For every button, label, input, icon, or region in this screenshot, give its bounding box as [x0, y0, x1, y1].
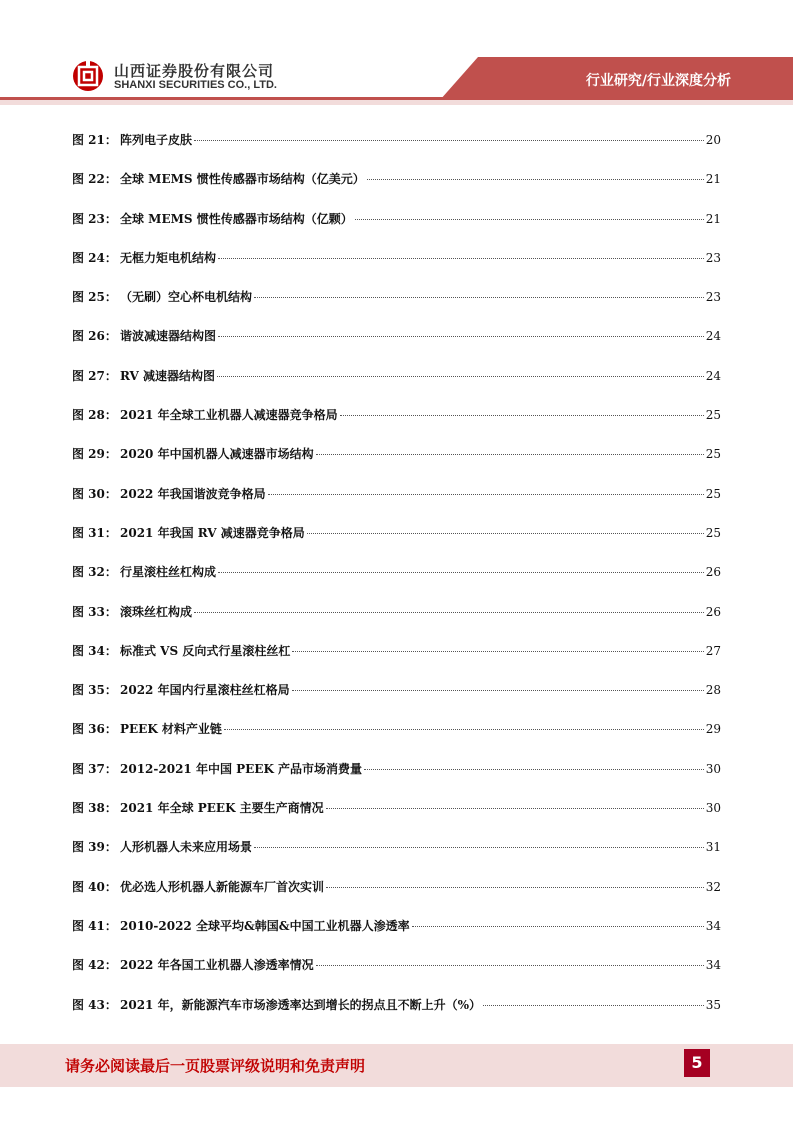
- toc-entry[interactable]: [72, 917, 721, 956]
- toc-entry[interactable]: [72, 445, 721, 484]
- leader-dots: [254, 297, 704, 298]
- figure-label: 图 35：: [72, 683, 117, 698]
- leader-dots: [316, 965, 704, 966]
- figure-label: 图 30：: [72, 486, 117, 501]
- figure-title[interactable]: 全球 MEMS 惯性传感器市场结构（亿美元）: [120, 172, 365, 187]
- figure-title[interactable]: 2012-2021 年中国 PEEK 产品市场消费量: [120, 761, 363, 776]
- leader-dots: [326, 887, 704, 888]
- figure-title[interactable]: 全球 MEMS 惯性传感器市场结构（亿颗）: [120, 211, 353, 226]
- figure-label: 图 43：: [72, 997, 117, 1012]
- figure-label: 图 34：: [72, 643, 117, 658]
- figure-page: 25: [705, 525, 721, 540]
- figure-label: 图 31：: [72, 525, 117, 540]
- figure-label: 图 32：: [72, 565, 117, 580]
- toc-entry[interactable]: [72, 210, 721, 249]
- figure-page: 23: [705, 290, 721, 305]
- figure-title[interactable]: 2020 年中国机器人减速器市场结构: [120, 447, 314, 462]
- figure-page: 20: [705, 133, 721, 147]
- company-logo-icon: [72, 60, 104, 92]
- figure-page: 29: [705, 722, 721, 737]
- figure-page: 31: [705, 840, 721, 855]
- figure-title[interactable]: PEEK 材料产业链: [120, 722, 222, 737]
- figure-label: 图 39：: [72, 840, 117, 855]
- figure-title[interactable]: 2022 年我国谐波竞争格局: [120, 486, 266, 501]
- toc-entry[interactable]: [72, 760, 721, 799]
- figure-label: 图 23：: [72, 211, 117, 226]
- figure-page: 26: [705, 604, 721, 619]
- figure-page: 26: [705, 565, 721, 580]
- toc-entry[interactable]: [72, 170, 721, 209]
- toc-entry[interactable]: [72, 681, 721, 720]
- disclaimer-text: 请务必阅读最后一页股票评级说明和免责声明: [65, 1057, 366, 1075]
- figure-label: 图 28：: [72, 408, 117, 423]
- company-name-cn: 山西证券股份有限公司: [114, 62, 275, 80]
- figure-label: 图 41：: [72, 918, 117, 933]
- figure-label: 图 24：: [72, 250, 117, 265]
- figure-page: 34: [705, 958, 721, 973]
- toc-entry[interactable]: [72, 603, 721, 642]
- leader-dots: [194, 140, 704, 141]
- figure-page: 32: [705, 879, 721, 894]
- figure-page: 25: [705, 447, 721, 462]
- toc-entry[interactable]: [72, 406, 721, 445]
- leader-dots: [355, 219, 704, 220]
- leader-dots: [307, 533, 704, 534]
- figure-title[interactable]: 无框力矩电机结构: [120, 250, 217, 265]
- figure-label: 图 25：: [72, 290, 117, 305]
- figure-page: 34: [705, 918, 721, 933]
- section-title: 行业研究/行业深度分析: [585, 73, 731, 89]
- figure-title[interactable]: 谐波减速器结构图: [120, 329, 217, 344]
- figure-page: 30: [705, 801, 721, 816]
- toc-entry[interactable]: [72, 996, 721, 1035]
- toc-entry[interactable]: [72, 524, 721, 563]
- leader-dots: [483, 1005, 704, 1006]
- page-number: 5: [684, 1049, 710, 1077]
- figure-label: 图 21：: [72, 133, 117, 147]
- figure-title[interactable]: 行星滚柱丝杠构成: [120, 565, 217, 580]
- toc-entry[interactable]: [72, 838, 721, 877]
- leader-dots: [218, 336, 704, 337]
- figure-page: 25: [705, 486, 721, 501]
- toc-entry[interactable]: [72, 367, 721, 406]
- figure-page: 24: [705, 329, 721, 344]
- figure-page: 21: [705, 211, 721, 226]
- figure-label: 图 33：: [72, 604, 117, 619]
- toc-entry[interactable]: [72, 563, 721, 602]
- figure-title[interactable]: 2021 年全球 PEEK 主要生产商情况: [120, 801, 324, 816]
- figure-label: 图 42：: [72, 958, 117, 973]
- leader-dots: [268, 494, 704, 495]
- figure-title[interactable]: RV 减速器结构图: [120, 368, 216, 383]
- figure-title[interactable]: 阵列电子皮肤: [120, 133, 193, 147]
- toc-entry[interactable]: [72, 327, 721, 366]
- toc-entry[interactable]: [72, 720, 721, 759]
- toc-entry[interactable]: [72, 878, 721, 917]
- figure-title[interactable]: 2010-2022 全球平均&韩国&中国工业机器人渗透率: [120, 918, 410, 933]
- header-strip: [0, 100, 793, 105]
- toc-entry[interactable]: [72, 485, 721, 524]
- leader-dots: [326, 808, 704, 809]
- leader-dots: [367, 179, 704, 180]
- figure-title[interactable]: （无刷）空心杯电机结构: [120, 290, 253, 305]
- figure-list: [72, 131, 721, 1035]
- figure-page: 21: [705, 172, 721, 187]
- figure-label: 图 37：: [72, 761, 117, 776]
- figure-page: 24: [705, 368, 721, 383]
- figure-title[interactable]: 2022 年各国工业机器人渗透率情况: [120, 958, 314, 973]
- figure-title[interactable]: 2021 年全球工业机器人减速器竞争格局: [120, 408, 338, 423]
- figure-label: 图 27：: [72, 368, 117, 383]
- toc-entry[interactable]: [72, 288, 721, 327]
- leader-dots: [412, 926, 704, 927]
- leader-dots: [340, 415, 704, 416]
- toc-entry[interactable]: [72, 642, 721, 681]
- leader-dots: [292, 690, 704, 691]
- figure-label: 图 38：: [72, 801, 117, 816]
- leader-dots: [224, 729, 704, 730]
- figure-label: 图 22：: [72, 172, 117, 187]
- figure-title[interactable]: 优必选人形机器人新能源车厂首次实训: [120, 879, 325, 894]
- leader-dots: [217, 376, 704, 377]
- toc-entry[interactable]: [72, 249, 721, 288]
- figure-label: 图 36：: [72, 722, 117, 737]
- figure-title[interactable]: 2021 年，新能源汽车市场渗透率达到增长的拐点且不断上升（%）: [120, 997, 481, 1012]
- leader-dots: [292, 651, 703, 652]
- toc-entry[interactable]: [72, 799, 721, 838]
- leader-dots: [218, 258, 704, 259]
- figure-page: 35: [705, 997, 721, 1012]
- figure-page: 23: [705, 250, 721, 265]
- figure-title[interactable]: 滚珠丝杠构成: [120, 604, 193, 619]
- figure-title[interactable]: 标准式 VS 反向式行星滚柱丝杠: [120, 643, 291, 658]
- leader-dots: [254, 847, 704, 848]
- figure-page: 27: [705, 643, 721, 658]
- figure-label: 图 26：: [72, 329, 117, 344]
- figure-page: 30: [705, 761, 721, 776]
- figure-title[interactable]: 2021 年我国 RV 减速器竞争格局: [120, 525, 305, 540]
- figure-page: 25: [705, 408, 721, 423]
- toc-entry[interactable]: [72, 956, 721, 995]
- figure-label: 图 29：: [72, 447, 117, 462]
- leader-dots: [194, 612, 704, 613]
- figure-label: 图 40：: [72, 879, 117, 894]
- leader-dots: [316, 454, 704, 455]
- company-name-en: SHANXI SECURITIES CO., LTD.: [114, 79, 277, 91]
- leader-dots: [218, 572, 704, 573]
- figure-title[interactable]: 2022 年国内行星滚柱丝杠格局: [120, 683, 290, 698]
- figure-title[interactable]: 人形机器人未来应用场景: [120, 840, 253, 855]
- toc-entry[interactable]: [72, 131, 721, 170]
- leader-dots: [364, 769, 704, 770]
- figure-page: 28: [705, 683, 721, 698]
